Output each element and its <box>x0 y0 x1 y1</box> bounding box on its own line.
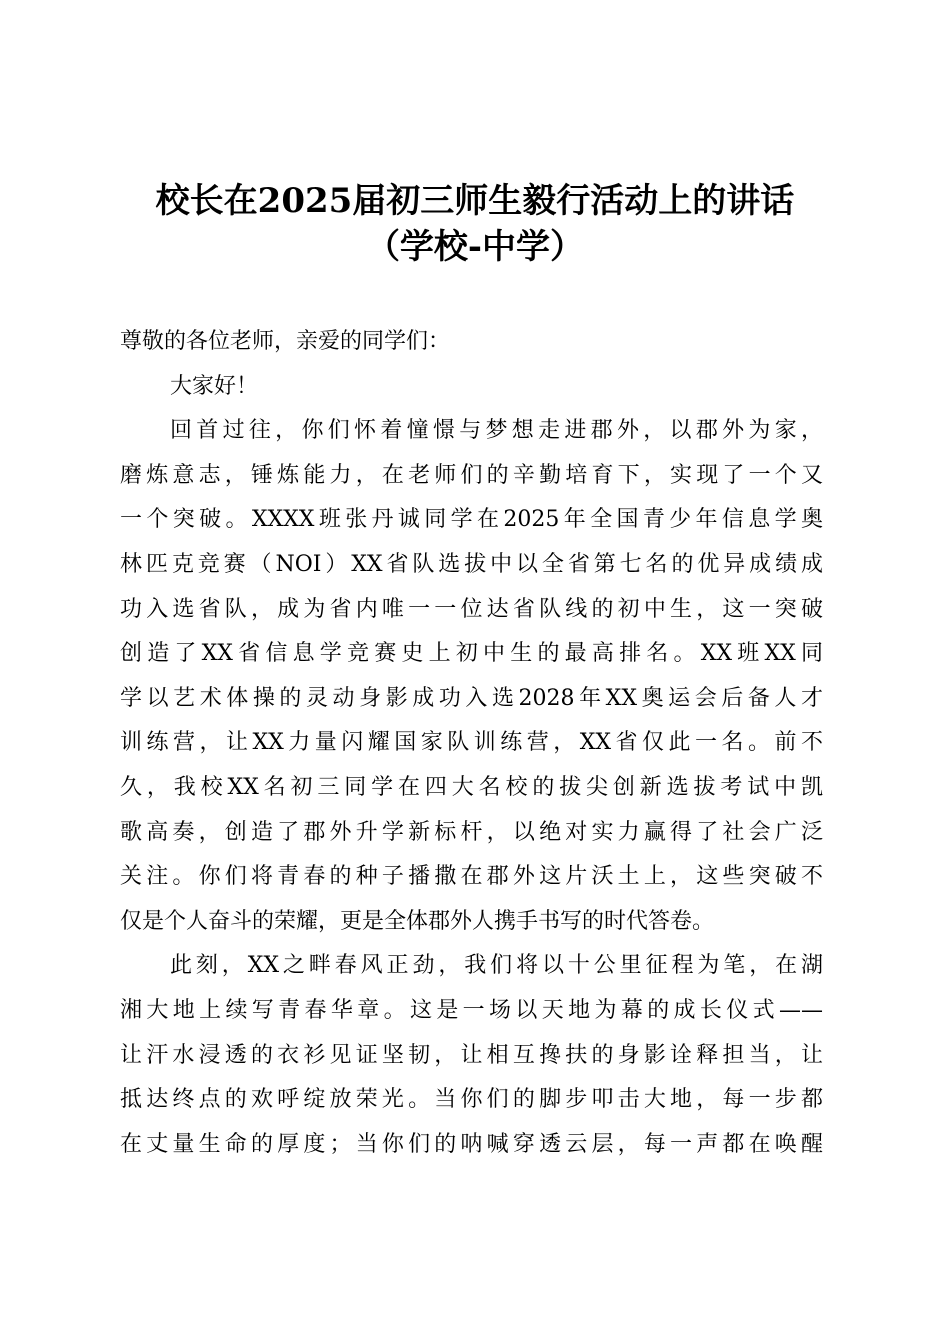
title-line-1: 校长在2025届初三师生毅行活动上的讲话 <box>155 181 795 221</box>
document-title <box>120 178 830 270</box>
paragraph-1-line: 仅是个人奋斗的荣耀，更是全体郡外人携手书写的时代答卷。 <box>120 908 715 934</box>
paragraph-2-line: 在丈量生命的厚度；当你们的呐喊穿透云层，每一声都在唤醒 <box>120 1131 823 1157</box>
paragraph-1-line: 歌高奏，创造了郡外升学新标杆，以绝对实力赢得了社会广泛 <box>120 819 823 845</box>
paragraph-2-line: 抵达终点的欢呼绽放荣光。当你们的脚步叩击大地，每一步都 <box>120 1087 823 1113</box>
paragraph-2-line: 此刻，XX之畔春风正劲，我们将以十公里征程为笔，在湖 <box>170 953 823 979</box>
paragraph-1-line: 关注。你们将青春的种子播撒在郡外这片沃土上，这些突破不 <box>120 864 823 890</box>
paragraph-1-line: 一个突破。XXXX班张丹诚同学在2025年全国青少年信息学奥 <box>120 507 823 533</box>
paragraph-1-line: 训练营，让XX力量闪耀国家队训练营，XX省仅此一名。前不 <box>120 730 823 756</box>
paragraph-1-line: 久，我校XX名初三同学在四大名校的拔尖创新选拔考试中凯 <box>120 774 823 800</box>
paragraph-2 <box>120 944 823 1167</box>
paragraph-2-line: 湘大地上续写青春华章。这是一场以天地为幕的成长仪式—— <box>120 997 823 1023</box>
title-line-2: （学校-中学） <box>365 227 585 267</box>
paragraph-1-line: 功入选省队，成为省内唯一一位达省队线的初中生，这一突破 <box>120 596 823 622</box>
paragraph-1-line: 创造了XX省信息学竞赛史上初中生的最高排名。XX班XX同 <box>120 641 823 667</box>
document-body <box>120 320 823 1167</box>
greeting: 大家好！ <box>170 373 259 399</box>
paragraph-1-line: 回首过往，你们怀着憧憬与梦想走进郡外，以郡外为家， <box>170 418 823 444</box>
paragraph-2-line: 让汗水浸透的衣衫见证坚韧，让相互搀扶的身影诠释担当，让 <box>120 1042 823 1068</box>
paragraph-1 <box>120 409 823 944</box>
salutation: 尊敬的各位老师，亲爱的同学们： <box>120 329 451 354</box>
paragraph-1-line: 学以艺术体操的灵动身影成功入选2028年XX奥运会后备人才 <box>120 685 823 711</box>
paragraph-1-line: 磨炼意志，锤炼能力，在老师们的辛勤培育下，实现了一个又 <box>120 462 823 488</box>
paragraph-1-line: 林匹克竞赛（NOI）XX省队选拔中以全省第七名的优异成绩成 <box>120 551 823 577</box>
